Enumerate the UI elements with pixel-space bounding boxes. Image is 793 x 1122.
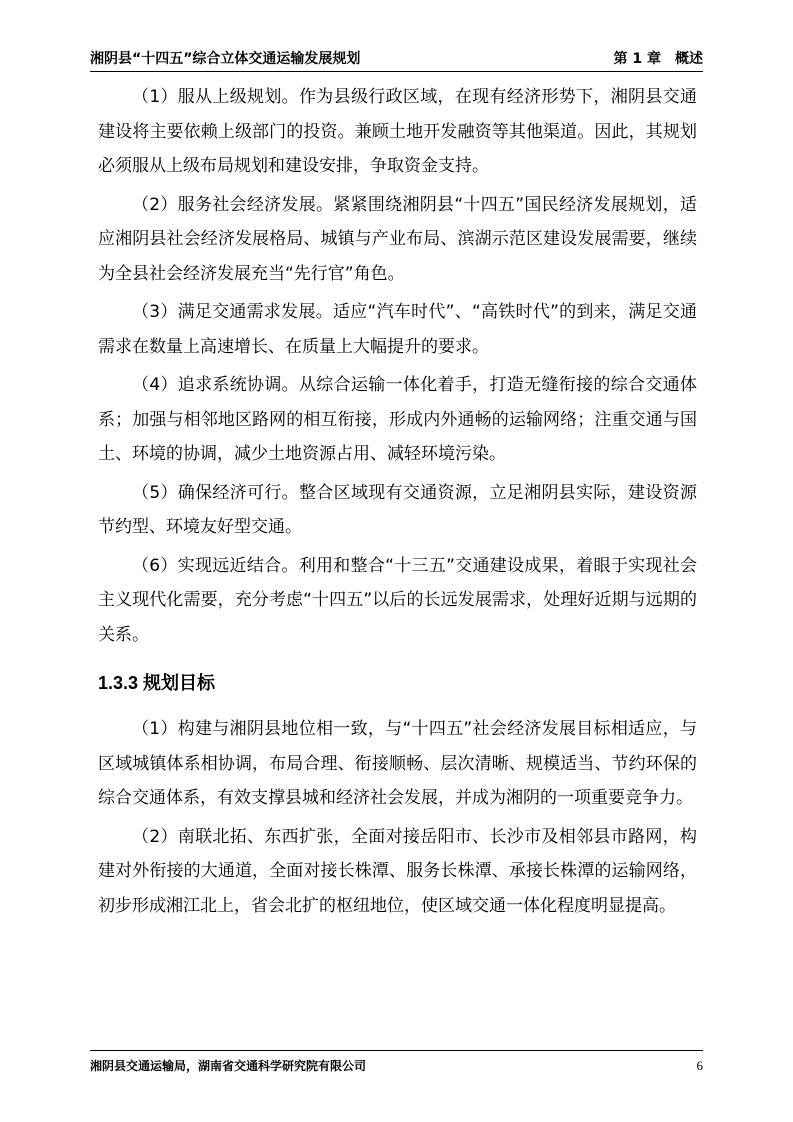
page-body bbox=[98, 80, 697, 927]
header-chapter: 第 1 章 概述 bbox=[613, 51, 703, 67]
page-footer bbox=[90, 1056, 703, 1076]
header-title: 湘阴县“十四五”综合立体交通运输发展规划 bbox=[90, 51, 361, 67]
paragraph-principle-5: （5）确保经济可行。整合区域现有交通资源，立足湘阴县实际，建设资源节约型、环境友好型交通。 bbox=[98, 482, 697, 537]
footer-organization: 湘阴县交通运输局，湖南省交通科学研究院有限公司 bbox=[90, 1059, 367, 1073]
paragraph-principle-1: （1）服从上级规划。作为县级行政区域，在现有经济形势下，湘阴县交通建设将主要依赖上级部门的投资。兼顾土地开发融资等其他渠道。因此，其规划必须服从上级布局规划和建设安排，争取资金支持。 bbox=[98, 87, 697, 176]
header-divider bbox=[90, 71, 703, 72]
page-number: 6 bbox=[696, 1058, 703, 1073]
paragraph-principle-2: （2）服务社会经济发展。紧紧围绕湘阴县“十四五”国民经济发展规划，适应湘阴县社会经济发展格局、城镇与产业布局、滨湖示范区建设发展需要，继续为全县社会经济发展充当“先行官”角色。 bbox=[98, 194, 697, 284]
paragraph-principle-3: （3）满足交通需求发展。适应“汽车时代”、“高铁时代”的到来，满足交通需求在数量上高速增长、在质量上大幅提升的要求。 bbox=[98, 302, 697, 357]
paragraph-principle-4: （4）追求系统协调。从综合运输一体化着手，打造无缝衔接的综合交通体系；加强与相邻地区路网的相互衔接，形成内外通畅的运输网络；注重交通与国土、环境的协调，减少土地资源占用、减轻环境污染。 bbox=[98, 375, 697, 464]
section-heading: 1.3.3 规划目标 bbox=[98, 673, 216, 693]
paragraph-goal-2: （2）南联北拓、东西扩张，全面对接岳阳市、长沙市及相邻县市路网，构建对外衔接的大通道，全面对接长株潭、服务长株潭、承接长株潭的运输网络，初步形成湘江北上，省会北扩的枢纽地位，使区域交通一体化程度明显提高。 bbox=[98, 826, 697, 916]
page-header bbox=[90, 48, 703, 70]
paragraph-goal-1: （1）构建与湘阴县地位相一致，与“十四五”社会经济发展目标相适应，与区域城镇体系相协调，布局合理、衔接顺畅、层次清晰、规模适当、节约环保的综合交通体系，有效支撑县城和经济社会发展，并成为湘阴的一项重要竞争力。 bbox=[98, 719, 697, 808]
paragraph-principle-6: （6）实现远近结合。利用和整合“十三五”交通建设成果，着眼于实现社会主义现代化需要，充分考虑“十四五”以后的长远发展需求，处理好近期与远期的关系。 bbox=[98, 555, 697, 645]
footer-divider bbox=[90, 1050, 703, 1051]
